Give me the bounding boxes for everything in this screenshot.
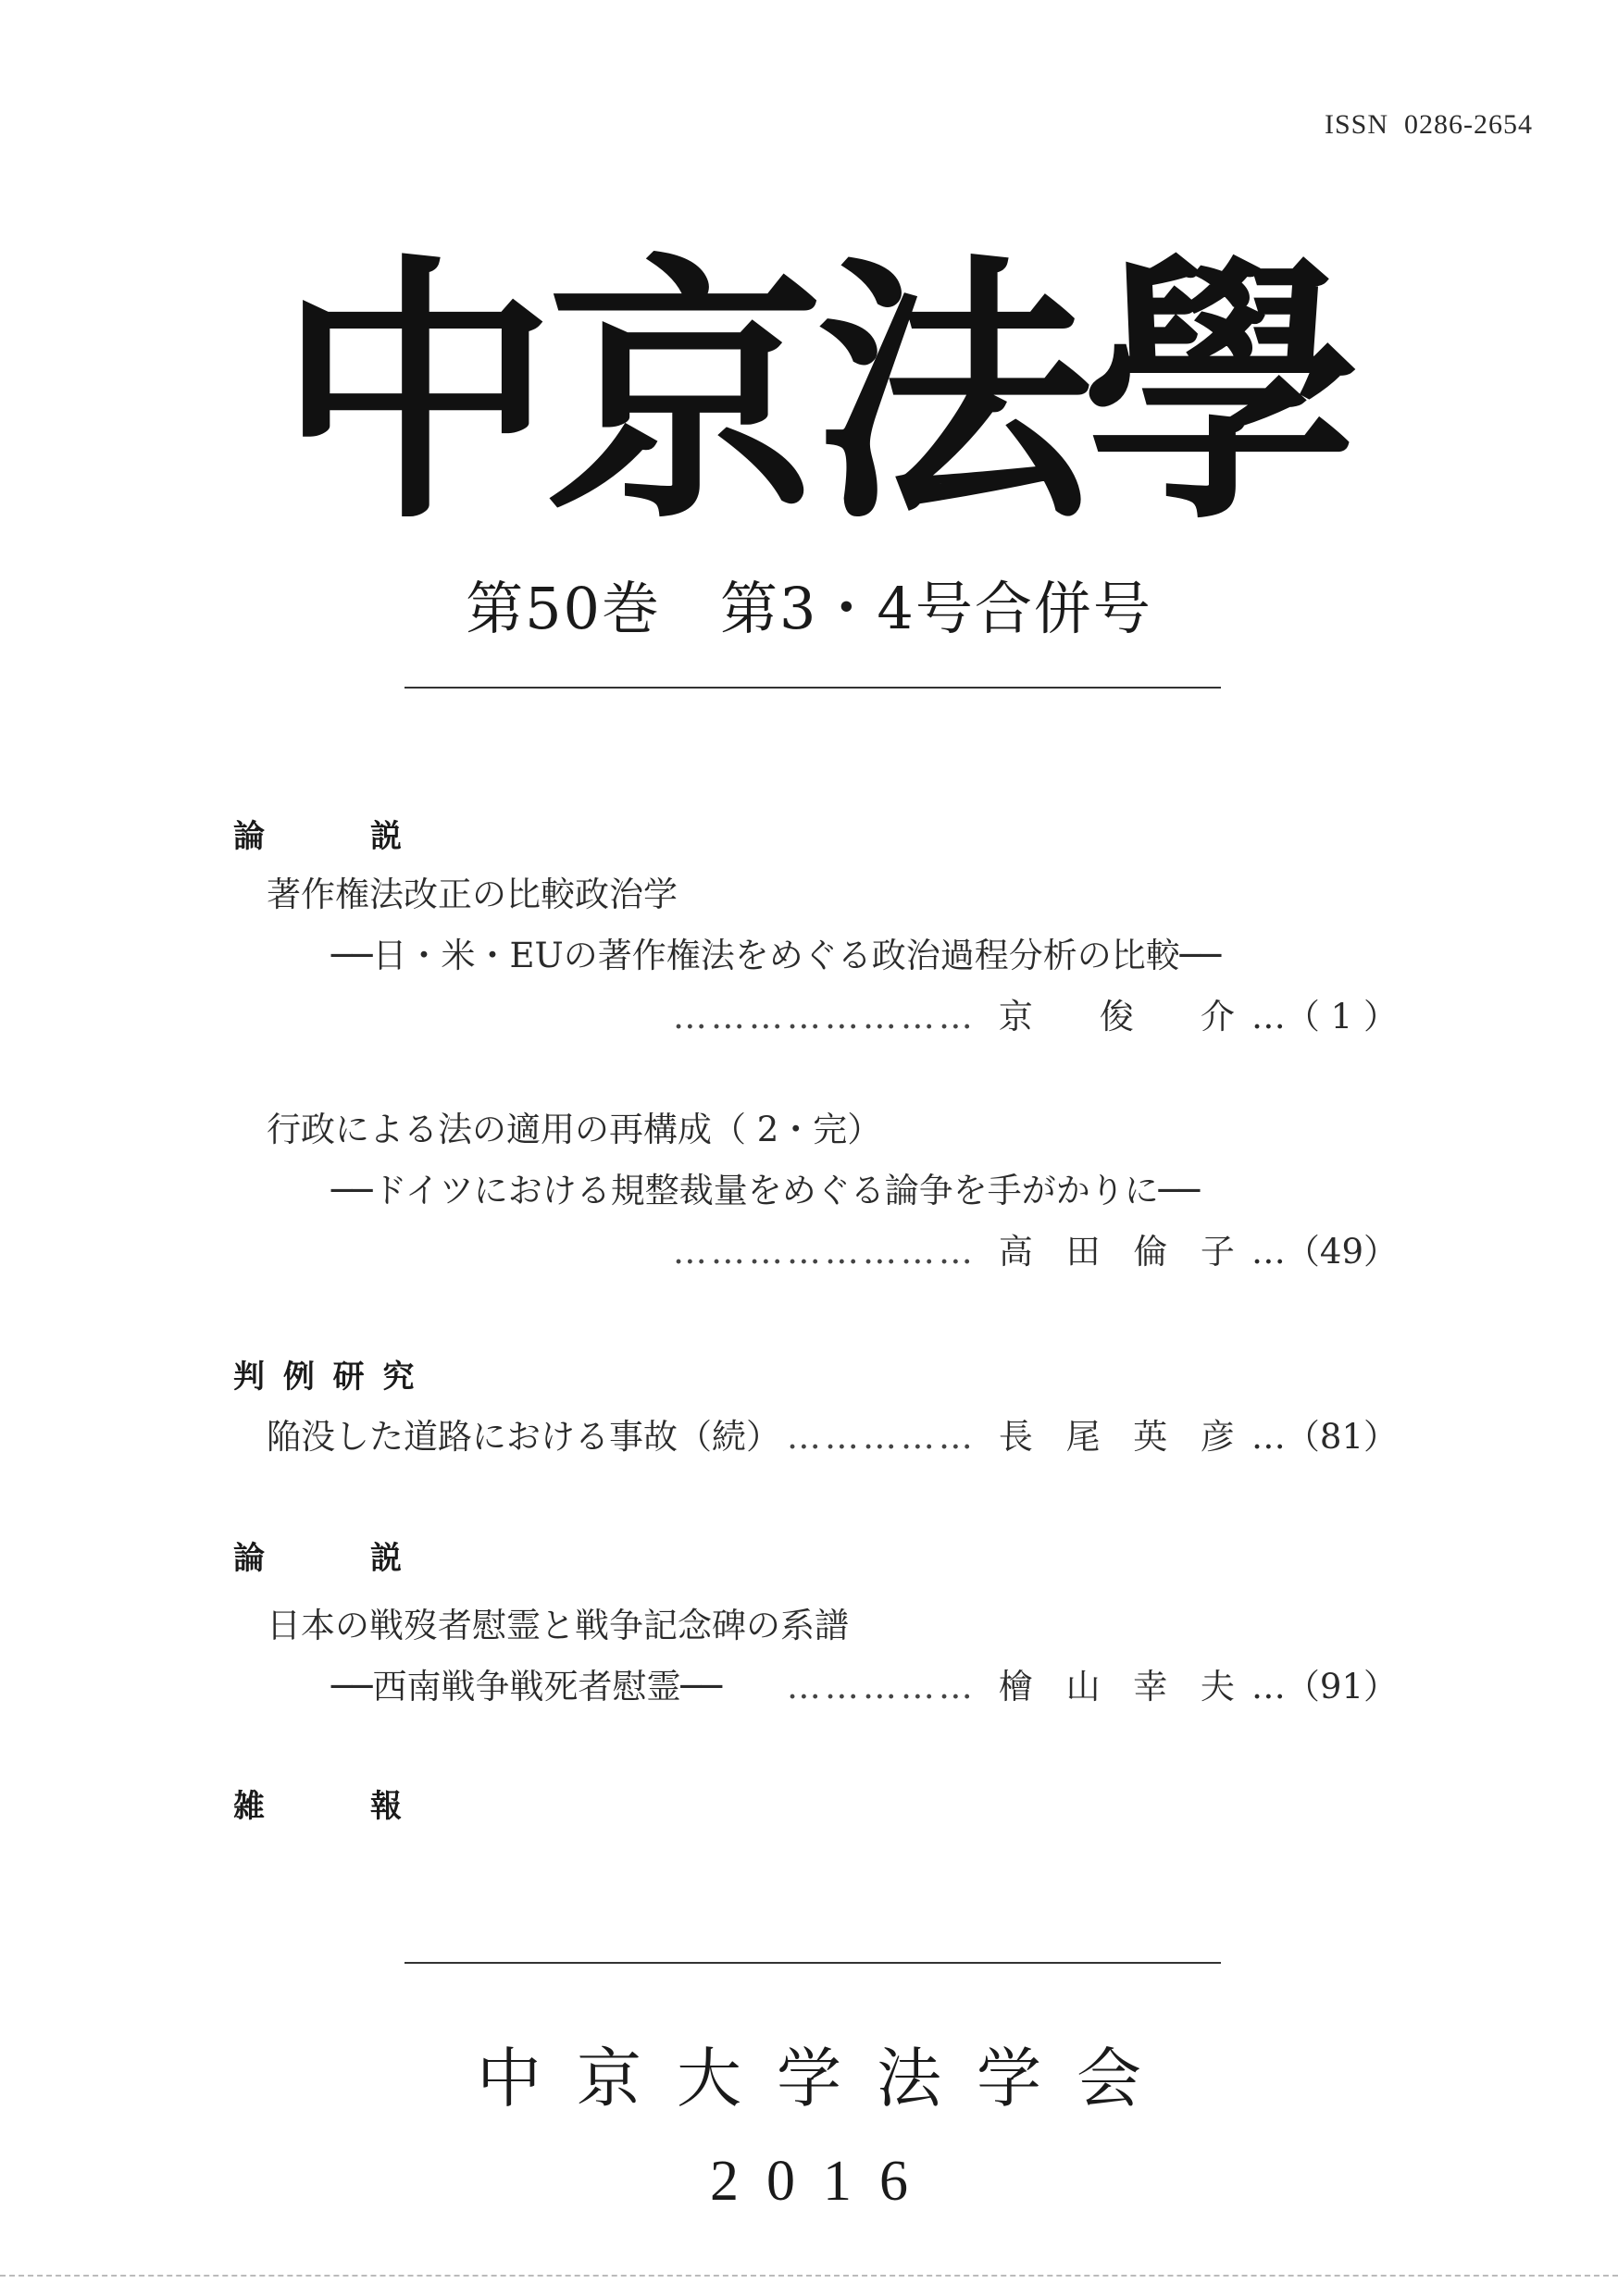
- issn-number: ISSN 0286-2654: [1324, 109, 1533, 140]
- section-heading-ronsetsu: 論 説: [233, 818, 402, 855]
- article-title-copyright-politics: 著作権法改正の比較政治学: [267, 875, 678, 914]
- leader-dots: ……………………: [672, 997, 977, 1036]
- article-subtitle-administrative-law: ──ドイツにおける規整裁量をめぐる論争を手がかりに──: [331, 1171, 1201, 1210]
- section-heading-case-study: 判 例 研 究: [233, 1359, 418, 1396]
- volume-issue: 第50巻 第3・4号合併号: [466, 575, 1152, 642]
- author-name: 檜 山 幸 夫: [998, 1667, 1235, 1706]
- article-subtitle-war-memorial: ──西南戦争戦死者慰霊──: [331, 1667, 723, 1706]
- divider-bottom: [404, 1962, 1221, 1964]
- toc-entry-line: [787, 1658, 1398, 1708]
- section-heading-ronsetsu-2: 論 説: [233, 1540, 402, 1577]
- author-name: 京 俊 介: [998, 997, 1235, 1036]
- leader-dots: ……………: [786, 1667, 977, 1706]
- toc-entry-line: [673, 988, 1398, 1038]
- journal-title-calligraphy: [268, 213, 1361, 546]
- publication-year: 2016: [710, 2150, 936, 2213]
- publisher-name: 中京大学法学会: [477, 2041, 1176, 2116]
- article-subtitle-copyright-politics: ──日・米・EUの著作権法をめぐる政治過程分析の比較──: [331, 936, 1222, 975]
- page-number: …（ 1 ）: [1251, 997, 1398, 1036]
- page-number: …（49）: [1251, 1232, 1398, 1272]
- article-title-war-memorial: 日本の戦歿者慰霊と戦争記念碑の系譜: [267, 1606, 849, 1645]
- title-char-4: 學: [1083, 230, 1361, 546]
- scan-edge: [0, 2275, 1618, 2282]
- toc-entry-line: [673, 1223, 1398, 1273]
- article-title-road-accident: 陥没した道路における事故（続）: [267, 1417, 780, 1457]
- section-heading-miscellany: 雑 報: [233, 1788, 402, 1825]
- page-number: …（91）: [1251, 1667, 1398, 1706]
- divider-top: [404, 687, 1221, 689]
- toc-entry-line: [787, 1409, 1398, 1458]
- leader-dots: ……………………: [672, 1232, 977, 1272]
- title-char-1: 中: [278, 230, 555, 546]
- page-number: …（81）: [1251, 1417, 1398, 1457]
- leader-dots: ……………: [786, 1417, 977, 1457]
- author-name: 長 尾 英 彦: [998, 1417, 1235, 1457]
- article-title-administrative-law: 行政による法の適用の再構成（ 2・完）: [267, 1110, 882, 1149]
- title-char-2: 京: [546, 230, 824, 546]
- author-name: 高 田 倫 子: [998, 1232, 1235, 1272]
- title-char-3: 法: [815, 230, 1092, 546]
